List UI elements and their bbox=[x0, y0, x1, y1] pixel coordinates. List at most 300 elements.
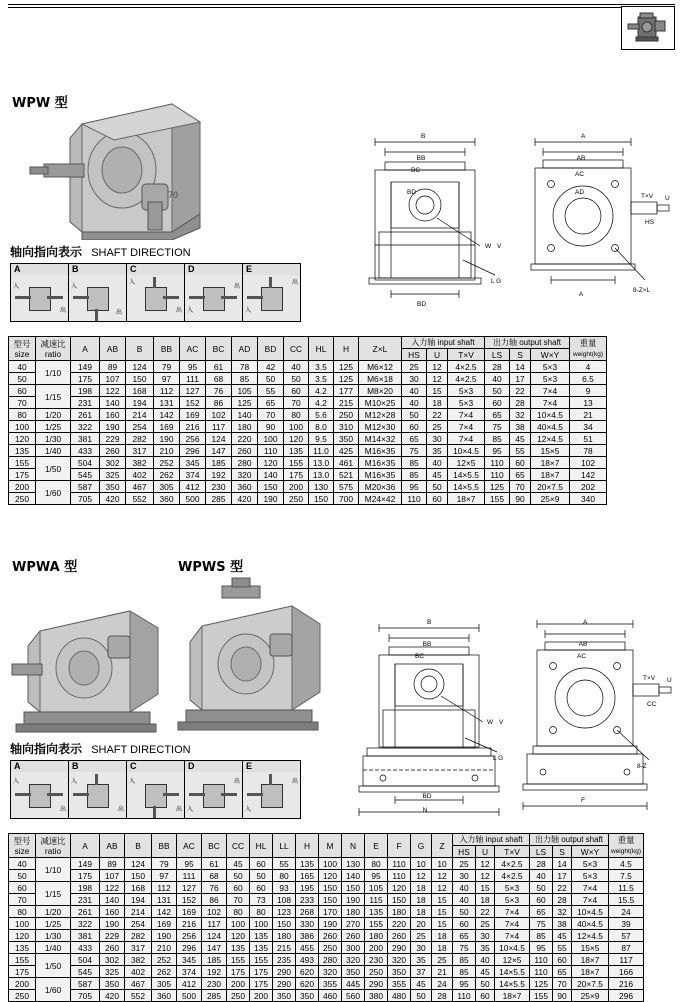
cell-AD: 320 bbox=[232, 469, 258, 481]
cell-M: 150 bbox=[319, 894, 342, 906]
th2-input-en: input shaft bbox=[485, 834, 523, 844]
cell-AD: 280 bbox=[232, 457, 258, 469]
cell-HL: 60 bbox=[250, 882, 273, 894]
cell-A: 381 bbox=[71, 433, 100, 445]
cell-U: 60 bbox=[476, 990, 495, 1002]
cell-N: 270 bbox=[342, 918, 365, 930]
sd2-letter-e: E bbox=[243, 761, 300, 772]
cell-CC: 100 bbox=[227, 918, 250, 930]
cell-A: 705 bbox=[71, 493, 100, 505]
cell-CC: 45 bbox=[227, 858, 250, 870]
cell-AB: 229 bbox=[100, 930, 125, 942]
th2-HS: HS bbox=[453, 846, 476, 858]
cell-HL: 150 bbox=[309, 493, 334, 505]
cell-AB: 325 bbox=[100, 469, 126, 481]
cell-W: 216 bbox=[609, 978, 644, 990]
cell-AB: 190 bbox=[100, 421, 126, 433]
cell-LS: 65 bbox=[485, 409, 510, 421]
cell-WY: 18×7 bbox=[572, 954, 609, 966]
cell-W: 34 bbox=[570, 421, 607, 433]
cell-E: 95 bbox=[365, 870, 388, 882]
cell-N: 560 bbox=[342, 990, 365, 1002]
cell-W: 202 bbox=[570, 481, 607, 493]
sd2-cell-e: 入 出 bbox=[243, 772, 300, 818]
cell-ZL: M16×35 bbox=[359, 457, 402, 469]
cell-F: 180 bbox=[388, 906, 411, 918]
sd2-cell-c: 入 出 bbox=[127, 772, 184, 818]
cell-ratio: 1/15 bbox=[36, 385, 71, 409]
cell-BB: 131 bbox=[152, 894, 177, 906]
sd2-letter-c: C bbox=[127, 761, 184, 772]
cell-N: 140 bbox=[342, 870, 365, 882]
cell-ratio: 1/40 bbox=[36, 445, 71, 457]
cell-TV: 7×4 bbox=[448, 421, 485, 433]
cell-LS: 60 bbox=[485, 397, 510, 409]
cell-LS: 60 bbox=[530, 894, 553, 906]
sd1-cell-e: 入 出 bbox=[243, 275, 300, 321]
cell-AC: 152 bbox=[177, 894, 202, 906]
svg-text:BB: BB bbox=[416, 155, 426, 162]
th-ratio-cjk: 减速比 bbox=[40, 338, 66, 349]
cell-M: 260 bbox=[319, 930, 342, 942]
cell-U: 45 bbox=[427, 469, 448, 481]
cell-F: 260 bbox=[388, 930, 411, 942]
cell-H: 250 bbox=[334, 409, 359, 421]
th-output-cjk: 出力轴 bbox=[492, 337, 517, 347]
cell-B: 467 bbox=[125, 978, 152, 990]
cell-size: 200 bbox=[9, 978, 36, 990]
wpw-gearbox-photo bbox=[22, 82, 222, 240]
wpwa-spec-table bbox=[8, 833, 644, 1002]
cell-size: 50 bbox=[9, 870, 36, 882]
cell-HL: 11.0 bbox=[309, 445, 334, 457]
th-U: U bbox=[427, 349, 448, 361]
cell-S: 38 bbox=[510, 421, 531, 433]
cell-S: 22 bbox=[510, 385, 531, 397]
cell-S: 32 bbox=[510, 409, 531, 421]
cell-HL: 4.2 bbox=[309, 397, 334, 409]
cell-M: 190 bbox=[319, 918, 342, 930]
wpwa-gearbox-photo bbox=[10, 576, 170, 736]
table-row bbox=[9, 421, 607, 433]
cell-H: 350 bbox=[296, 990, 319, 1002]
cell-LL: 180 bbox=[273, 930, 296, 942]
cell-TV: 7×4 bbox=[448, 409, 485, 421]
cell-ratio: 1/10 bbox=[36, 361, 71, 385]
cell-H: 165 bbox=[296, 870, 319, 882]
cell-AC: 345 bbox=[180, 457, 206, 469]
cell-WY: 10×4.5 bbox=[572, 906, 609, 918]
cell-A: 149 bbox=[71, 858, 100, 870]
cell-HL: 13.0 bbox=[309, 469, 334, 481]
table-row bbox=[9, 942, 644, 954]
th2-S: S bbox=[553, 846, 572, 858]
th-S: S bbox=[510, 349, 531, 361]
sd2-letter-a: A bbox=[11, 761, 68, 772]
cell-size: 40 bbox=[9, 858, 36, 870]
cell-CC: 50 bbox=[227, 870, 250, 882]
cell-U: 12 bbox=[427, 373, 448, 385]
cell-B: 317 bbox=[125, 942, 152, 954]
cell-HL: 80 bbox=[250, 906, 273, 918]
cell-size: 250 bbox=[9, 493, 36, 505]
cell-HS: 40 bbox=[453, 894, 476, 906]
cell-H: 521 bbox=[334, 469, 359, 481]
cell-BB: 169 bbox=[152, 918, 177, 930]
cell-AC: 95 bbox=[177, 858, 202, 870]
table-row bbox=[9, 469, 607, 481]
cell-HL: 130 bbox=[309, 481, 334, 493]
cell-BB: 305 bbox=[152, 978, 177, 990]
cell-AB: 140 bbox=[100, 894, 125, 906]
cell-ZL: M6×12 bbox=[359, 361, 402, 373]
cell-CC: 250 bbox=[227, 990, 250, 1002]
cell-CC: 100 bbox=[284, 421, 309, 433]
cell-G: 18 bbox=[411, 906, 432, 918]
cell-HL: 200 bbox=[250, 990, 273, 1002]
sd2-letter-d: D bbox=[185, 761, 242, 772]
cell-TV: 7×4 bbox=[495, 918, 530, 930]
cell-CC: 155 bbox=[227, 954, 250, 966]
cell-BC: 102 bbox=[202, 906, 227, 918]
cell-F: 110 bbox=[388, 858, 411, 870]
cell-HS: 85 bbox=[402, 457, 427, 469]
cell-W: 57 bbox=[609, 930, 644, 942]
table-row bbox=[9, 385, 607, 397]
th-HL: HL bbox=[309, 337, 334, 361]
cell-B: 214 bbox=[125, 906, 152, 918]
cell-U: 22 bbox=[476, 906, 495, 918]
cell-B: 194 bbox=[126, 397, 154, 409]
cell-WY: 25×9 bbox=[572, 990, 609, 1002]
cell-TV: 4×2.5 bbox=[495, 870, 530, 882]
cell-WY: 18×7 bbox=[531, 469, 570, 481]
svg-text:T×V: T×V bbox=[643, 675, 656, 682]
cell-BB: 169 bbox=[154, 421, 180, 433]
cell-S: 17 bbox=[510, 373, 531, 385]
cell-HS: 60 bbox=[453, 918, 476, 930]
cell-H: 386 bbox=[296, 930, 319, 942]
cell-size: 250 bbox=[9, 990, 36, 1002]
cell-LS: 50 bbox=[530, 882, 553, 894]
table-row bbox=[9, 445, 607, 457]
cell-HL: 175 bbox=[250, 978, 273, 990]
cell-B: 552 bbox=[125, 990, 152, 1002]
cell-BC: 86 bbox=[206, 397, 232, 409]
cell-BB: 305 bbox=[154, 481, 180, 493]
svg-text:L G: L G bbox=[493, 755, 504, 762]
cell-LS: 85 bbox=[485, 433, 510, 445]
th2-A: A bbox=[71, 834, 100, 858]
section2-title-a: WPWA 型 bbox=[12, 560, 78, 575]
cell-U: 25 bbox=[476, 918, 495, 930]
cell-TV: 4×2.5 bbox=[495, 858, 530, 870]
th-BB: BB bbox=[154, 337, 180, 361]
svg-text:8-Z: 8-Z bbox=[637, 763, 647, 770]
cell-G: 10 bbox=[411, 858, 432, 870]
th2-LS: LS bbox=[530, 846, 553, 858]
cell-AC: 374 bbox=[177, 966, 202, 978]
svg-text:A: A bbox=[578, 291, 584, 298]
section1-title: WPW 型 bbox=[12, 96, 68, 111]
th2-BC: BC bbox=[202, 834, 227, 858]
cell-U: 12 bbox=[476, 858, 495, 870]
cell-WY: 7×4 bbox=[572, 894, 609, 906]
cell-HS: 85 bbox=[453, 966, 476, 978]
cell-AD: 260 bbox=[232, 445, 258, 457]
cell-HL: 8.0 bbox=[309, 421, 334, 433]
cell-CC: 155 bbox=[284, 457, 309, 469]
cell-size: 70 bbox=[9, 894, 36, 906]
th-CC: CC bbox=[284, 337, 309, 361]
cell-W: 340 bbox=[570, 493, 607, 505]
cell-S: 70 bbox=[553, 978, 572, 990]
cell-W: 102 bbox=[570, 457, 607, 469]
cell-LL: 93 bbox=[273, 882, 296, 894]
th-output-en: output shaft bbox=[519, 337, 562, 347]
cell-size: 100 bbox=[9, 421, 36, 433]
cell-S: 17 bbox=[553, 870, 572, 882]
th2-H: H bbox=[296, 834, 319, 858]
cell-N: 190 bbox=[342, 894, 365, 906]
cell-CC: 60 bbox=[284, 385, 309, 397]
cell-S: 32 bbox=[553, 906, 572, 918]
cell-M: 100 bbox=[319, 858, 342, 870]
svg-text:AB: AB bbox=[578, 641, 588, 648]
cell-AC: 95 bbox=[180, 361, 206, 373]
cell-AC: 296 bbox=[180, 445, 206, 457]
cell-LS: 28 bbox=[485, 361, 510, 373]
cell-S: 55 bbox=[553, 942, 572, 954]
cell-ratio: 1/20 bbox=[36, 409, 71, 421]
svg-text:AD: AD bbox=[575, 189, 585, 196]
cell-B: 552 bbox=[126, 493, 154, 505]
cell-A: 261 bbox=[71, 906, 100, 918]
cell-BC: 117 bbox=[202, 918, 227, 930]
cell-CC: 120 bbox=[227, 930, 250, 942]
cell-BB: 190 bbox=[154, 433, 180, 445]
cell-H: 461 bbox=[334, 457, 359, 469]
cell-H: 268 bbox=[296, 906, 319, 918]
svg-text:CC: CC bbox=[647, 701, 657, 708]
cell-S: 28 bbox=[553, 894, 572, 906]
cell-U: 15 bbox=[427, 385, 448, 397]
cell-B: 150 bbox=[126, 373, 154, 385]
th2-E: E bbox=[365, 834, 388, 858]
table-row bbox=[9, 978, 644, 990]
cell-WY: 5×3 bbox=[531, 373, 570, 385]
cell-size: 100 bbox=[9, 918, 36, 930]
sd1-letter-e: E bbox=[243, 264, 300, 275]
cell-size: 155 bbox=[9, 954, 36, 966]
cell-W: 117 bbox=[609, 954, 644, 966]
svg-text:AB: AB bbox=[576, 155, 586, 162]
sd1-cell-a: 入 出 bbox=[11, 275, 68, 321]
cell-AB: 350 bbox=[100, 481, 126, 493]
th2-CC: CC bbox=[227, 834, 250, 858]
cell-WY: 7×4 bbox=[531, 397, 570, 409]
cell-LL: 350 bbox=[273, 990, 296, 1002]
cell-B: 467 bbox=[126, 481, 154, 493]
cell-BD: 140 bbox=[258, 469, 284, 481]
cell-AB: 160 bbox=[100, 409, 126, 421]
cell-HL: 3.5 bbox=[309, 361, 334, 373]
cell-HS: 95 bbox=[453, 978, 476, 990]
cell-BC: 147 bbox=[202, 942, 227, 954]
cell-LS: 155 bbox=[485, 493, 510, 505]
cell-F: 150 bbox=[388, 894, 411, 906]
cell-H: 455 bbox=[296, 942, 319, 954]
cell-HS: 65 bbox=[402, 433, 427, 445]
cell-BC: 117 bbox=[206, 421, 232, 433]
cell-W: 142 bbox=[570, 469, 607, 481]
cell-AC: 127 bbox=[177, 882, 202, 894]
cell-size: 155 bbox=[9, 457, 36, 469]
cell-H: 700 bbox=[334, 493, 359, 505]
cell-BB: 360 bbox=[152, 990, 177, 1002]
cell-U: 50 bbox=[427, 481, 448, 493]
table-row bbox=[9, 966, 644, 978]
cell-AB: 350 bbox=[100, 978, 125, 990]
cell-CC: 175 bbox=[284, 469, 309, 481]
cell-E: 180 bbox=[365, 930, 388, 942]
sd1-letter-b: B bbox=[69, 264, 126, 275]
svg-text:U: U bbox=[667, 677, 672, 684]
th-TV: T×V bbox=[448, 349, 485, 361]
cell-LS: 50 bbox=[485, 385, 510, 397]
cell-W: 87 bbox=[609, 942, 644, 954]
cell-BC: 61 bbox=[206, 361, 232, 373]
cell-ratio: 1/40 bbox=[36, 942, 71, 954]
cell-LS: 110 bbox=[530, 966, 553, 978]
svg-text:BC: BC bbox=[415, 653, 425, 660]
cell-U: 45 bbox=[476, 966, 495, 978]
cell-BD: 50 bbox=[258, 373, 284, 385]
th2-LL: LL bbox=[273, 834, 296, 858]
cell-LS: 110 bbox=[485, 457, 510, 469]
cell-M: 280 bbox=[319, 954, 342, 966]
cell-LS: 65 bbox=[530, 906, 553, 918]
cell-HL: 9.5 bbox=[309, 433, 334, 445]
cell-F: 320 bbox=[388, 954, 411, 966]
cell-S: 14 bbox=[553, 858, 572, 870]
cell-Z: 15 bbox=[432, 918, 453, 930]
sd2-letter-b: B bbox=[69, 761, 126, 772]
cell-BB: 112 bbox=[154, 385, 180, 397]
cell-TV: 14×5.5 bbox=[448, 481, 485, 493]
cell-E: 80 bbox=[365, 858, 388, 870]
th2-Z: Z bbox=[432, 834, 453, 858]
cell-AB: 89 bbox=[100, 361, 126, 373]
cell-HL: 4.2 bbox=[309, 385, 334, 397]
cell-HL: 73 bbox=[250, 894, 273, 906]
wpwa-dimension-drawing bbox=[345, 600, 675, 825]
cell-WY: 7×4 bbox=[531, 385, 570, 397]
cell-B: 124 bbox=[125, 858, 152, 870]
cell-ZL: M14×32 bbox=[359, 433, 402, 445]
cell-E: 200 bbox=[365, 942, 388, 954]
cell-G: 37 bbox=[411, 966, 432, 978]
cell-WY: 40×4.5 bbox=[531, 421, 570, 433]
cell-BB: 131 bbox=[154, 397, 180, 409]
cell-B: 402 bbox=[125, 966, 152, 978]
cell-S: 55 bbox=[510, 445, 531, 457]
cell-TV: 14×5.5 bbox=[495, 978, 530, 990]
table-row bbox=[9, 906, 644, 918]
cell-size: 40 bbox=[9, 361, 36, 373]
svg-text:B: B bbox=[427, 619, 432, 626]
cell-ZL: M10×25 bbox=[359, 397, 402, 409]
cell-Z: 18 bbox=[432, 930, 453, 942]
cell-AC: 152 bbox=[180, 397, 206, 409]
cell-HS: 25 bbox=[402, 361, 427, 373]
cell-H: 125 bbox=[334, 373, 359, 385]
cell-BB: 97 bbox=[152, 870, 177, 882]
cell-LS: 155 bbox=[530, 990, 553, 1002]
svg-text:B: B bbox=[421, 133, 426, 140]
cell-BC: 68 bbox=[206, 373, 232, 385]
cell-S: 70 bbox=[510, 481, 531, 493]
cell-W: 296 bbox=[609, 990, 644, 1002]
svg-text:F: F bbox=[581, 797, 585, 804]
cell-BB: 142 bbox=[152, 906, 177, 918]
cell-H: 575 bbox=[334, 481, 359, 493]
cell-M: 355 bbox=[319, 978, 342, 990]
cell-BB: 252 bbox=[152, 954, 177, 966]
svg-text:T×V: T×V bbox=[641, 193, 654, 200]
cell-LL: 123 bbox=[273, 906, 296, 918]
section2-title-s: WPWS 型 bbox=[178, 560, 244, 575]
cell-AC: 296 bbox=[177, 942, 202, 954]
cell-BB: 79 bbox=[154, 361, 180, 373]
cell-BB: 262 bbox=[152, 966, 177, 978]
cell-CC: 200 bbox=[227, 978, 250, 990]
table-row bbox=[9, 361, 607, 373]
cell-U: 15 bbox=[476, 882, 495, 894]
cell-AD: 78 bbox=[232, 361, 258, 373]
th2-BB: BB bbox=[152, 834, 177, 858]
th-size-en: size bbox=[14, 348, 30, 359]
cell-E: 155 bbox=[365, 918, 388, 930]
cell-HS: 50 bbox=[453, 906, 476, 918]
cell-AD: 420 bbox=[232, 493, 258, 505]
cell-AD: 220 bbox=[232, 433, 258, 445]
cell-G: 20 bbox=[411, 918, 432, 930]
cell-B: 254 bbox=[125, 918, 152, 930]
cell-F: 480 bbox=[388, 990, 411, 1002]
cell-HL: 50 bbox=[250, 870, 273, 882]
cell-AD: 360 bbox=[232, 481, 258, 493]
cell-CC: 135 bbox=[227, 942, 250, 954]
cell-H: 330 bbox=[296, 918, 319, 930]
cell-F: 290 bbox=[388, 942, 411, 954]
svg-text:V: V bbox=[497, 243, 502, 250]
cell-W: 24 bbox=[609, 906, 644, 918]
cell-ratio: 1/60 bbox=[36, 481, 71, 505]
cell-LS: 75 bbox=[530, 918, 553, 930]
svg-text:70: 70 bbox=[168, 190, 179, 200]
svg-text:HS: HS bbox=[645, 219, 655, 226]
cell-HS: 30 bbox=[402, 373, 427, 385]
shaft-direction-block-2 bbox=[10, 740, 301, 819]
svg-text:L G: L G bbox=[491, 278, 502, 285]
svg-text:W: W bbox=[485, 243, 492, 250]
th-ZL: Z×L bbox=[359, 337, 402, 361]
cell-Z: 15 bbox=[432, 894, 453, 906]
cell-AC: 256 bbox=[180, 433, 206, 445]
cell-N: 150 bbox=[342, 882, 365, 894]
th-AC: AC bbox=[180, 337, 206, 361]
